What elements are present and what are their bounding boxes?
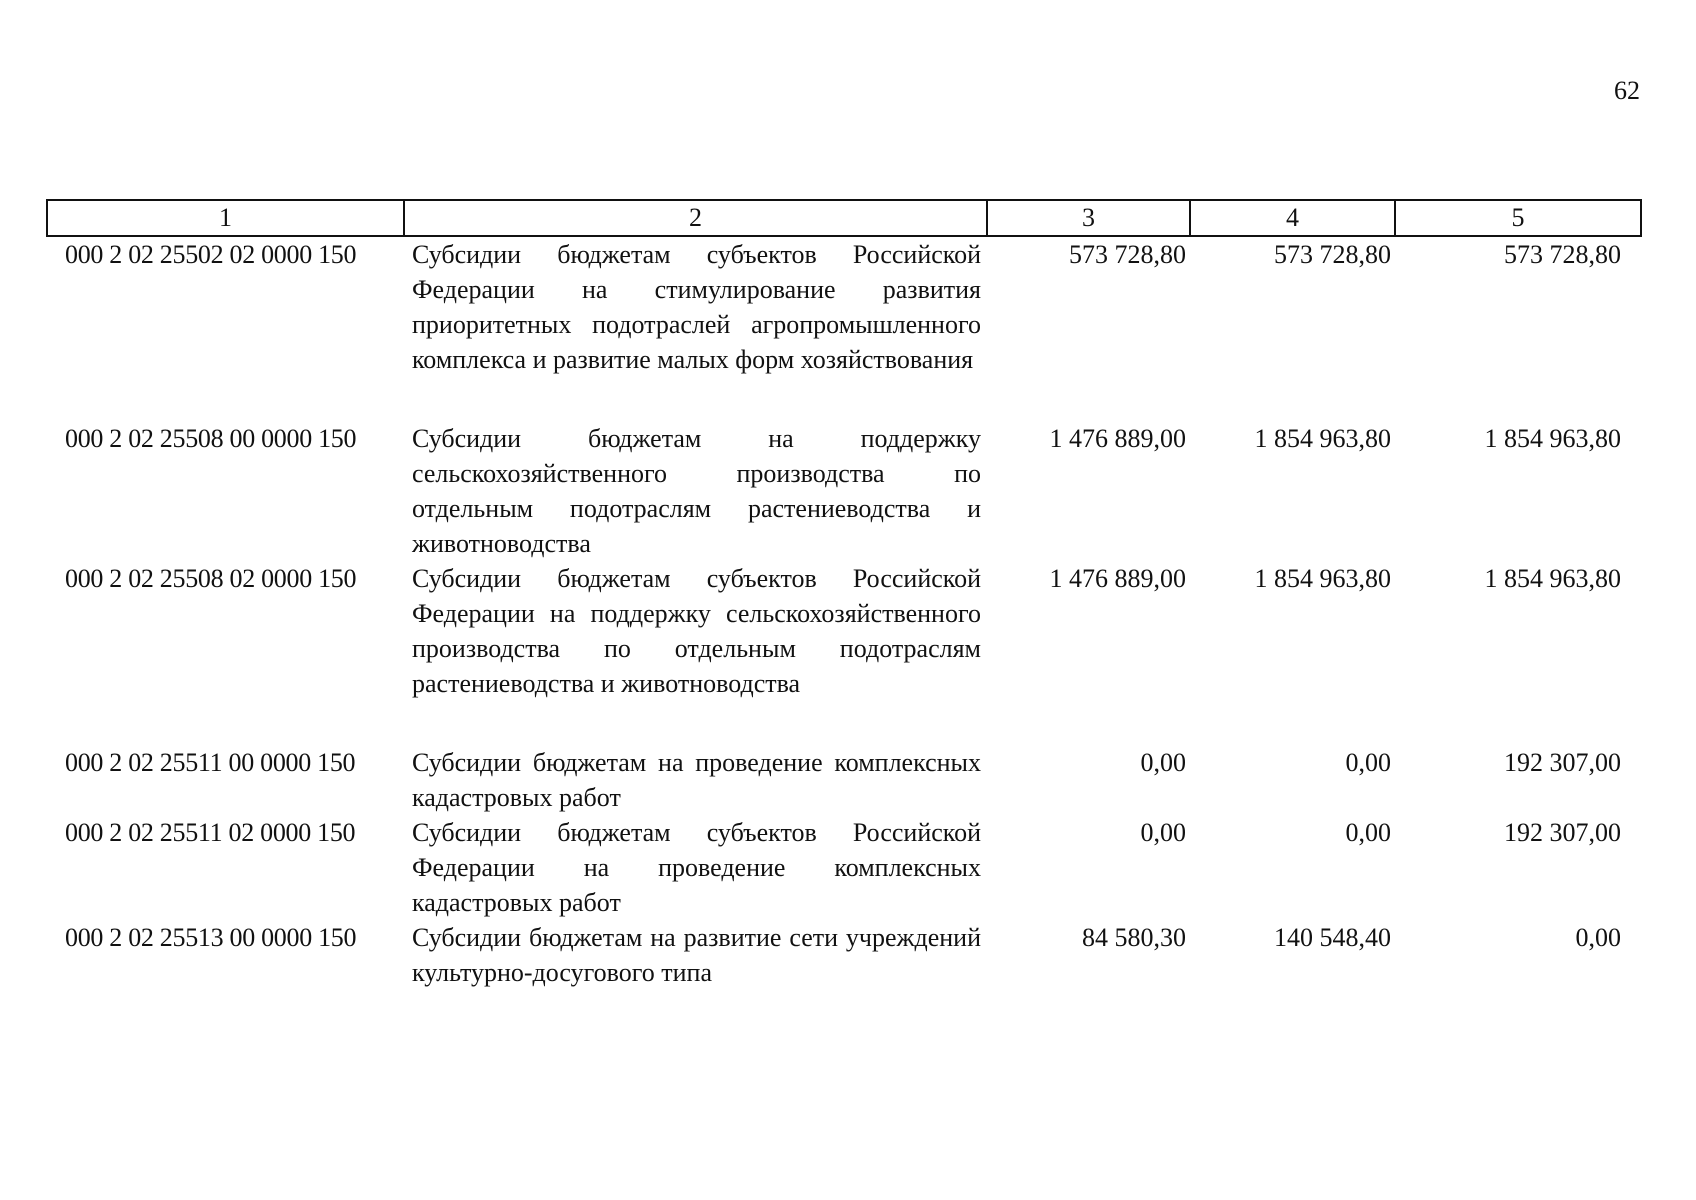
budget-code: 000 2 02 25508 00 0000 150 [65, 424, 357, 453]
item-name: Субсидии бюджетам на поддержку сельскохозяйственного производства по отдельным подотраслям растениеводства и животноводства [412, 424, 981, 558]
table-body [47, 236, 1641, 990]
amount-col-3: 0,00 [1140, 818, 1186, 847]
amount-col-3: 1 476 889,00 [1049, 424, 1186, 453]
header-col-5: 5 [1395, 200, 1641, 236]
budget-code: 000 2 02 25511 00 0000 150 [65, 748, 356, 777]
item-name: Субсидии бюджетам на развитие сети учреждений культурно-досугового типа [412, 923, 981, 987]
amount-col-5: 573 728,80 [1504, 240, 1621, 269]
budget-code: 000 2 02 25511 02 0000 150 [65, 818, 356, 847]
amount-col-5: 1 854 963,80 [1484, 564, 1621, 593]
amount-col-4: 140 548,40 [1274, 923, 1391, 952]
budget-code: 000 2 02 25508 02 0000 150 [65, 564, 357, 593]
amount-col-4: 1 854 963,80 [1254, 424, 1391, 453]
table-row [47, 236, 1641, 421]
amount-col-4: 1 854 963,80 [1254, 564, 1391, 593]
budget-code: 000 2 02 25513 00 0000 150 [65, 923, 357, 952]
amount-col-5: 192 307,00 [1504, 748, 1621, 777]
budget-revenue-table [46, 199, 1642, 990]
table-row [47, 815, 1641, 920]
item-name: Субсидии бюджетам субъектов Российской Федерации на поддержку сельскохозяйственного производства по отдельным подотраслям растениеводства и животноводства [412, 564, 981, 698]
amount-col-3: 0,00 [1140, 748, 1186, 777]
table-row [47, 920, 1641, 990]
header-col-3: 3 [987, 200, 1190, 236]
header-col-4: 4 [1190, 200, 1395, 236]
amount-col-4: 0,00 [1345, 748, 1391, 777]
amount-col-3: 1 476 889,00 [1049, 564, 1186, 593]
item-name: Субсидии бюджетам на проведение комплексных кадастровых работ [412, 748, 981, 812]
amount-col-5: 1 854 963,80 [1484, 424, 1621, 453]
item-name: Субсидии бюджетам субъектов Российской Федерации на проведение комплексных кадастровых работ [412, 818, 981, 917]
page-number: 62 [1614, 76, 1640, 105]
header-row [47, 200, 1641, 236]
header-col-1: 1 [47, 200, 404, 236]
amount-col-4: 573 728,80 [1274, 240, 1391, 269]
table-row [47, 421, 1641, 561]
table-header [47, 200, 1641, 236]
amount-col-5: 0,00 [1575, 923, 1621, 952]
table-row [47, 745, 1641, 815]
amount-col-3: 84 580,30 [1082, 923, 1186, 952]
amount-col-4: 0,00 [1345, 818, 1391, 847]
amount-col-3: 573 728,80 [1069, 240, 1186, 269]
item-name: Субсидии бюджетам субъектов Российской Федерации на стимулирование развития приоритетных подотраслей агропромышленного комплекса и развитие малых форм хозяйствования [412, 240, 981, 374]
header-col-2: 2 [404, 200, 987, 236]
amount-col-5: 192 307,00 [1504, 818, 1621, 847]
budget-code: 000 2 02 25502 02 0000 150 [65, 240, 357, 269]
table-row [47, 561, 1641, 745]
